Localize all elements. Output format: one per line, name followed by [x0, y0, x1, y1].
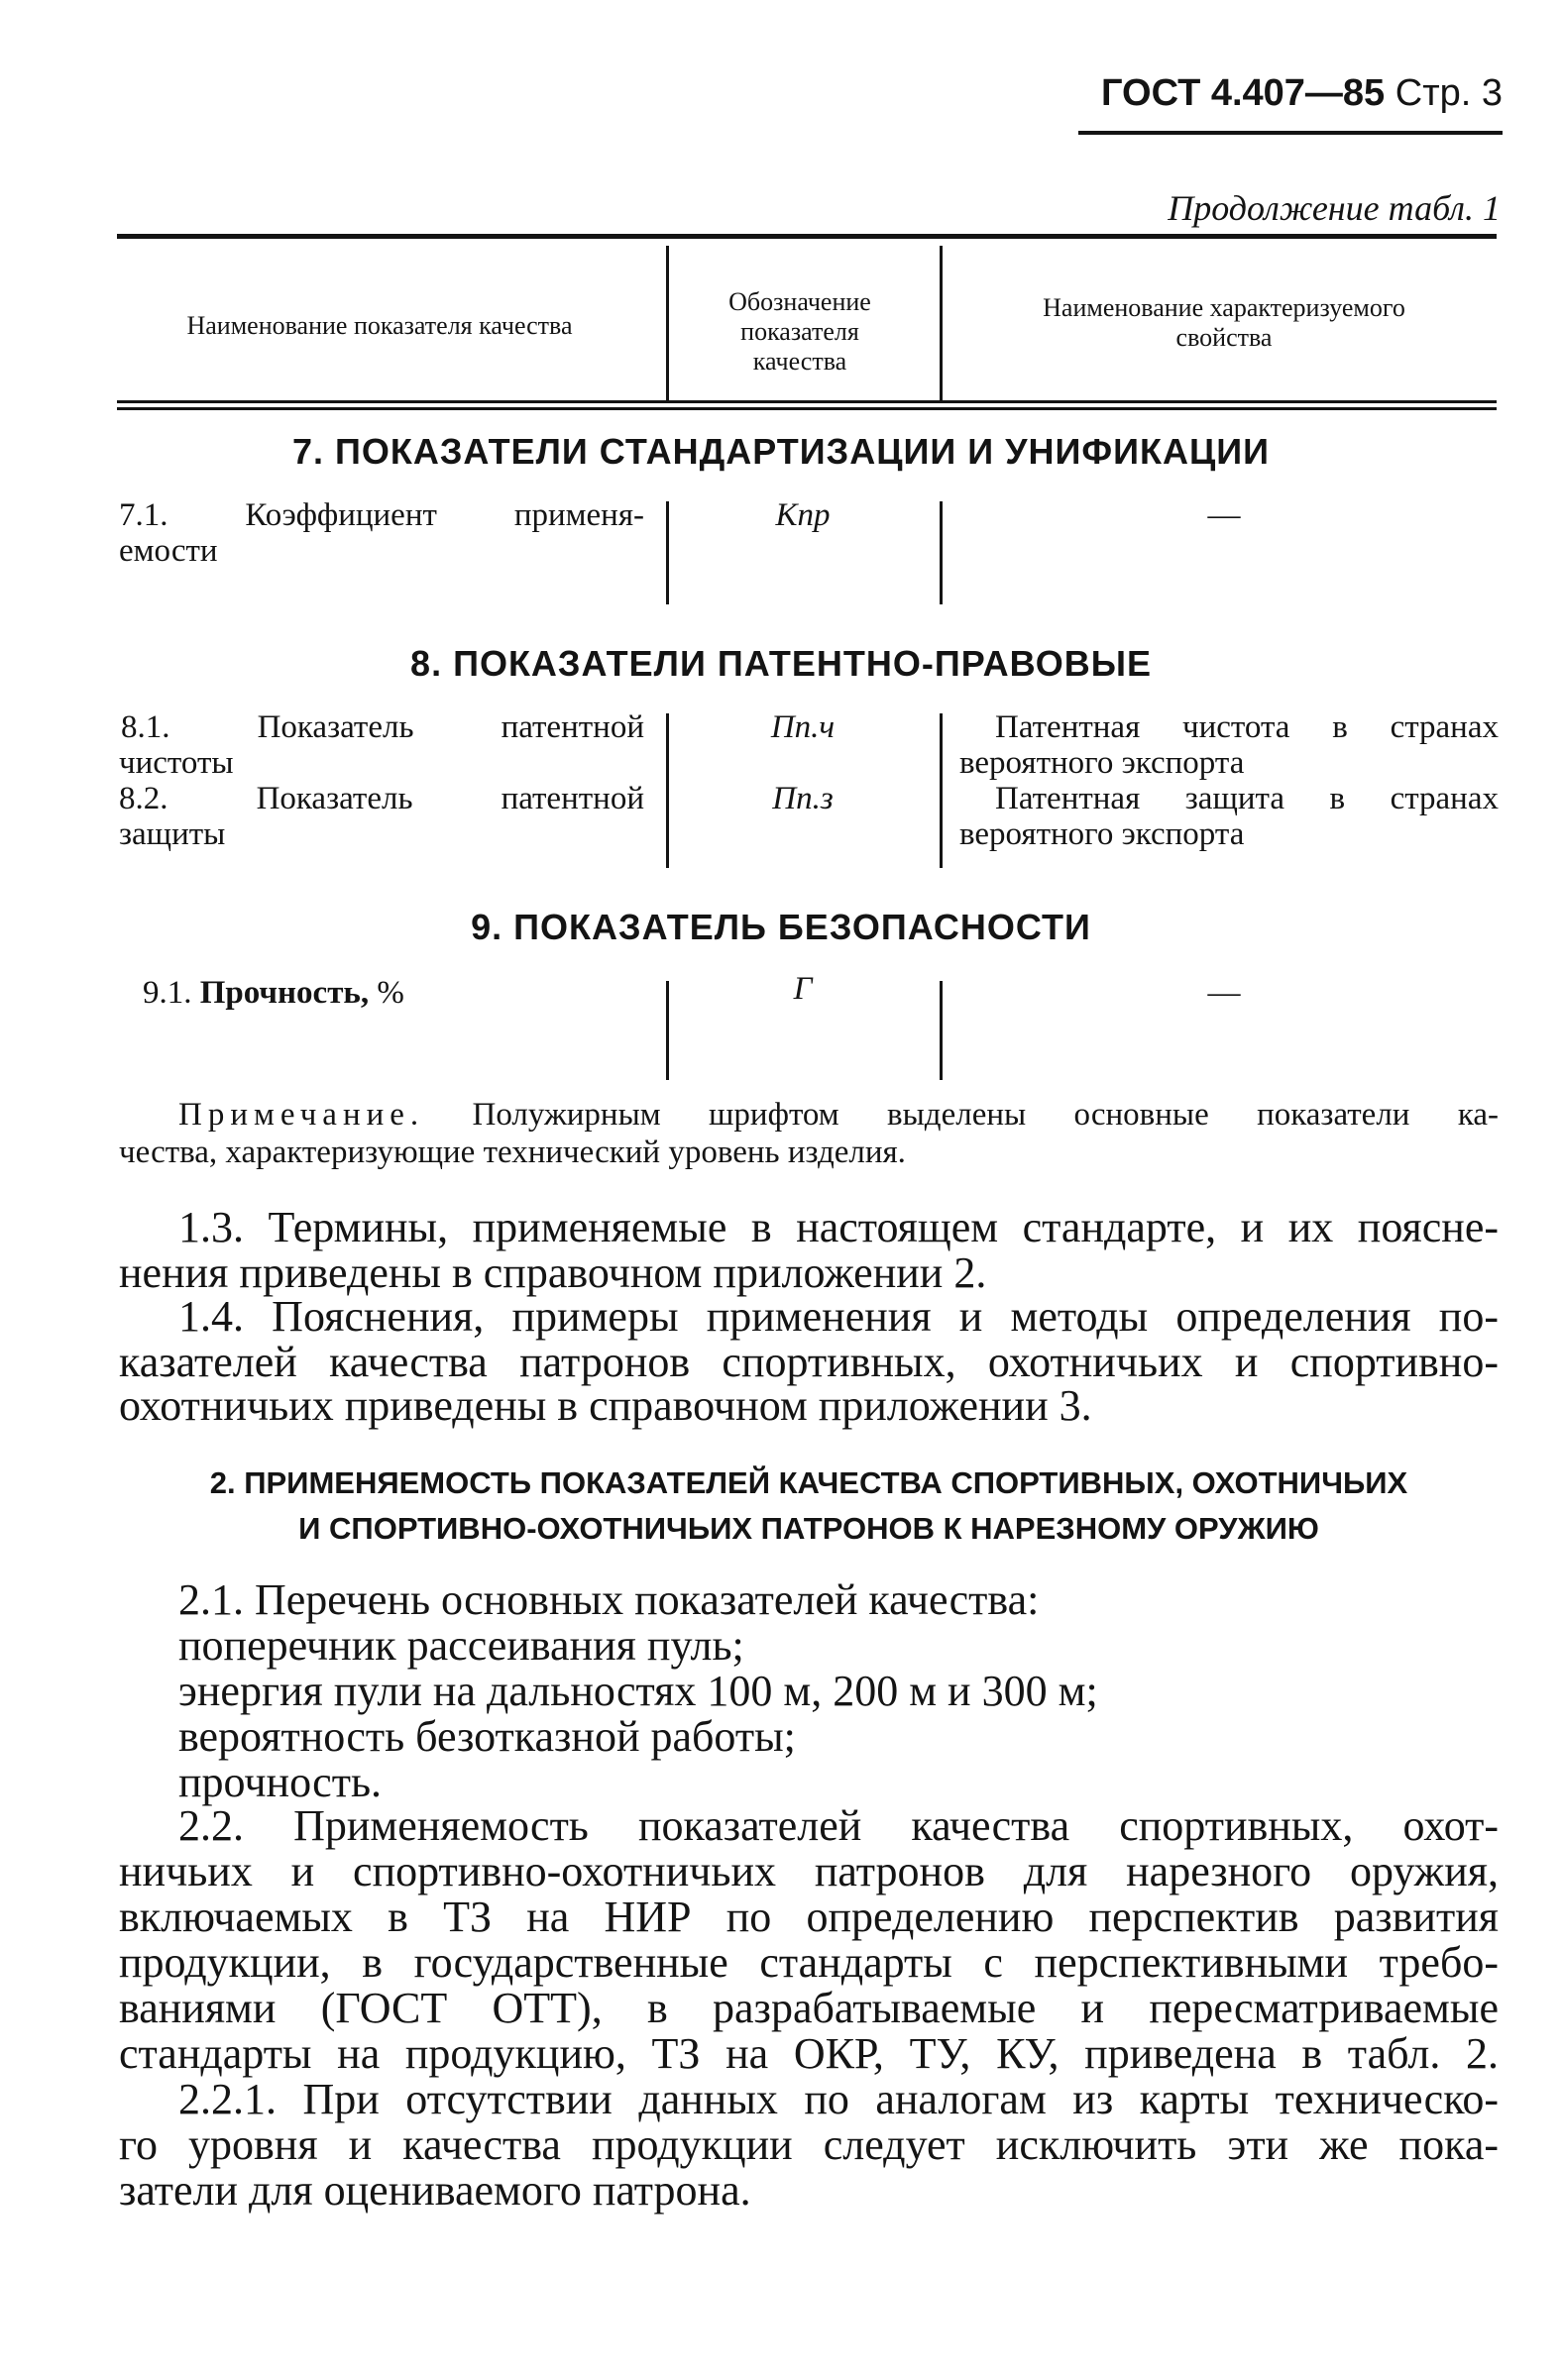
para-2-1: 2.1. Перечень основных показателей качества: [178, 1575, 1040, 1624]
para-1-4-line3: охотничьих приведены в справочном приложении 3. [119, 1381, 1092, 1430]
row-8-1-symbol: Пп.ч [770, 709, 836, 745]
table-continuation: Продолжение табл. 1 [1168, 188, 1501, 228]
row-8-1-name-line1: 8.1. Показатель патентной [121, 709, 644, 745]
note-label: Примечание. [178, 1097, 425, 1133]
row-8-1-property-line1: Патентная чистота в странах [995, 709, 1499, 745]
para-2-2-1-line2: го уровня и качества продукции следует исключить эти же пока- [119, 2120, 1499, 2169]
para-2-2-line2: ничьих и спортивно-охотничьих патронов для нарезного оружия, [119, 1847, 1499, 1895]
section-8-title: 8. ПОКАЗАТЕЛИ ПАТЕНТНО-ПРАВОВЫЕ [410, 643, 1152, 684]
row-8-2-symbol: Пп.з [772, 781, 834, 816]
row-7-1-name-line1: 7.1. Коэффициент применя- [119, 497, 644, 533]
para-2-2-line6: стандарты на продукцию, ТЗ на ОКР, ТУ, КУ, приведена в табл. 2. [119, 2029, 1499, 2078]
para-2-2-line5: ваниями (ГОСТ ОТТ), в разрабатываемые и пересматриваемые [119, 1984, 1499, 2032]
list-item: энергия пули на дальностях 100 м, 200 м и 300 м; [178, 1667, 1098, 1715]
header-rule [1078, 131, 1503, 135]
doc-id: ГОСТ 4.407—85 [1100, 72, 1386, 114]
page-number: Стр. 3 [1395, 72, 1503, 114]
column-header-symbol: Обозначение показателя качества [728, 287, 871, 376]
para-1-3-line2: нения приведены в справочном приложении 2. [119, 1248, 987, 1297]
header-divider-2 [940, 246, 943, 400]
para-2-2-line4: продукции, в государственные стандарты с перспективными требо- [119, 1938, 1499, 1987]
row-8-2-name-line1: 8.2. Показатель патентной [119, 781, 644, 816]
section-2-title: 2. ПРИМЕНЯЕМОСТЬ ПОКАЗАТЕЛЕЙ КАЧЕСТВА СПОРТИВНЫХ, ОХОТНИЧЬИХ И СПОРТИВНО-ОХОТНИЧЬИХ ПАТРОНОВ К НАРЕЗНОМУ ОРУЖИЮ [209, 1465, 1408, 1546]
para-1-4-line1: 1.4. Пояснения, примеры применения и методы определения по- [178, 1292, 1499, 1341]
list-item: вероятность безотказной работы; [178, 1712, 796, 1761]
table-note-line1: Примечание. Полужирным шрифтом выделены основные показатели ка- [178, 1097, 1499, 1133]
section-7-title: 7. ПОКАЗАТЕЛИ СТАНДАРТИЗАЦИИ И УНИФИКАЦИИ [292, 431, 1270, 472]
header-divider-1 [666, 246, 669, 400]
page-header [1101, 71, 1503, 115]
row-8-2-property-line2: вероятного экспорта [959, 816, 1245, 852]
column-header-property: Наименование характеризуемого свойства [1043, 293, 1405, 352]
para-2-2-1-line1: 2.2.1. При отсутствии данных по аналогам из карты техническо- [178, 2075, 1499, 2123]
list-item: поперечник рассеивания пуль; [178, 1621, 744, 1670]
table-header-rule-2 [117, 407, 1497, 410]
row-9-1-symbol: Г [793, 971, 813, 1007]
row-7-1-name-line2: емости [119, 533, 218, 569]
table-note-line2: чества, характеризующие технический уровень изделия. [119, 1135, 906, 1170]
row-7-divider-1 [666, 501, 669, 604]
row-9-1-name: 9.1. Прочность, % [143, 975, 404, 1011]
row-8-divider-2 [940, 713, 943, 868]
row-7-1-property: — [1207, 497, 1241, 533]
row-8-2-name-line2: защиты [119, 816, 226, 852]
row-7-divider-2 [940, 501, 943, 604]
section-9-title: 9. ПОКАЗАТЕЛЬ БЕЗОПАСНОСТИ [471, 907, 1091, 947]
row-7-1-symbol: Кпр [775, 497, 831, 533]
row-9-1-property: — [1207, 975, 1241, 1011]
row-9-divider-1 [666, 981, 669, 1080]
list-item: прочность. [178, 1758, 383, 1806]
row-9-divider-2 [940, 981, 943, 1080]
row-8-1-name-line2: чистоты [119, 745, 234, 781]
row-8-divider-1 [666, 713, 669, 868]
table-top-rule [117, 234, 1497, 239]
para-2-2-1-line3: затели для оцениваемого патрона. [119, 2166, 751, 2215]
para-2-2-line1: 2.2. Применяемость показателей качества спортивных, охот- [178, 1801, 1499, 1850]
para-1-3-line1: 1.3. Термины, применяемые в настоящем стандарте, и их поясне- [178, 1203, 1499, 1251]
row-8-1-property-line2: вероятного экспорта [959, 745, 1245, 781]
column-header-name: Наименование показателя качества [186, 311, 573, 340]
para-1-4-line2: казателей качества патронов спортивных, охотничьих и спортивно- [119, 1338, 1499, 1386]
table-header-rule-1 [117, 400, 1497, 403]
row-8-2-property-line1: Патентная защита в странах [995, 781, 1499, 816]
para-2-2-line3: включаемых в ТЗ на НИР по определению перспектив развития [119, 1893, 1499, 1941]
